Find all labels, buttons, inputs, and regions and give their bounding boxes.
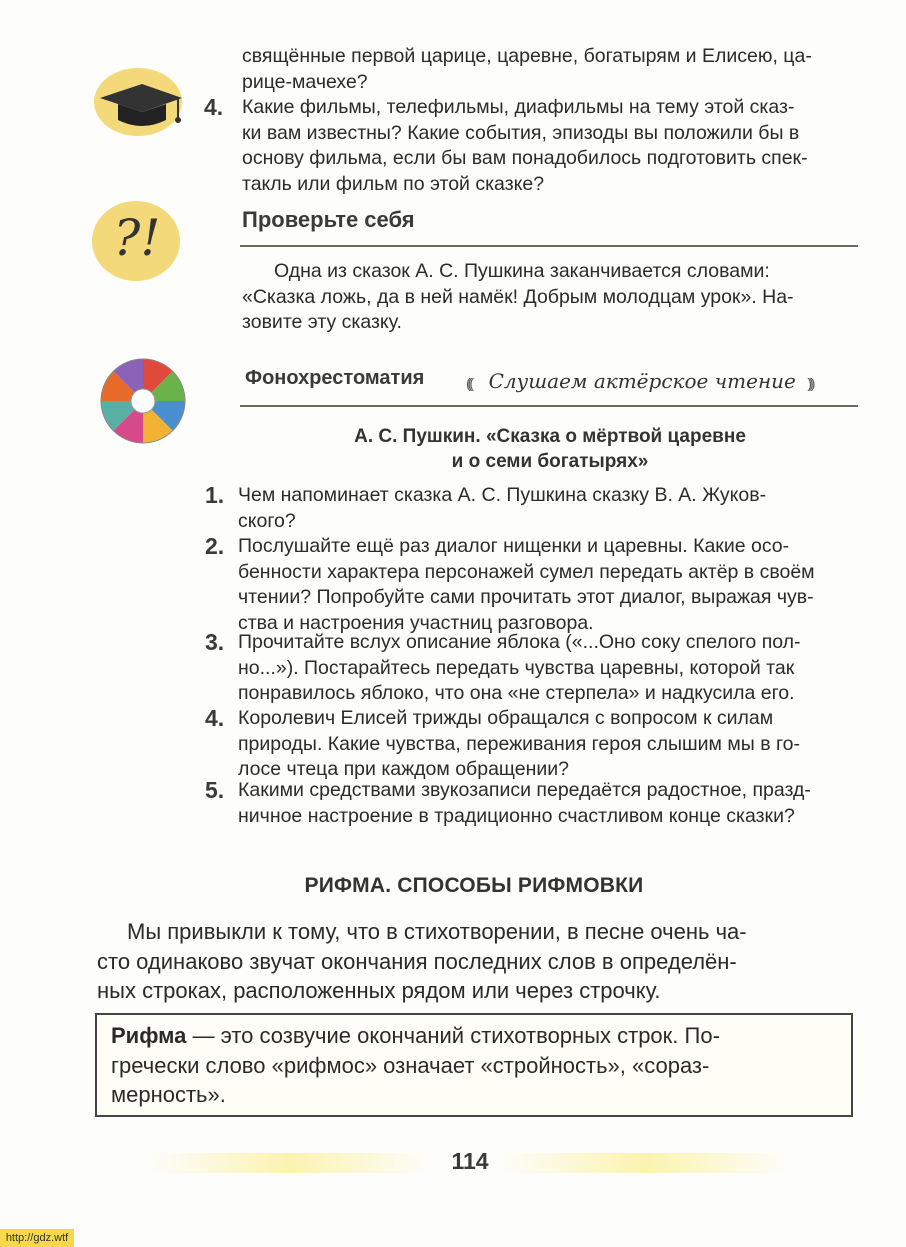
check-yourself-text	[242, 259, 857, 336]
text-line: «Сказка ложь, да в ней намёк! Добрым молодцам урок». На-	[242, 285, 794, 308]
text-line: Одна из сказок А. С. Пушкина заканчивается словами:	[274, 260, 770, 282]
text-line: чтении? Попробуйте сами прочитать этот диалог, выражая чув-	[238, 586, 814, 609]
phono-subtitle-group	[466, 368, 856, 396]
icon-glyph: ?!	[113, 209, 161, 267]
audio-disc-icon	[100, 358, 186, 444]
section-body	[97, 917, 854, 1006]
text-line: ки вам известны? Какие события, эпизоды вы положили бы в	[242, 121, 800, 144]
text-line: и о семи богатырях»	[451, 451, 649, 472]
question-exclamation-icon	[88, 196, 184, 286]
text-line: но...»). Постарайтесь передать чувства царевны, которой так	[238, 656, 795, 679]
sound-waves-left-icon: (((	[466, 375, 471, 391]
text-line: свящённые первой царице, царевне, богатырям и Елисею, ца-	[242, 45, 812, 67]
question-number: 3.	[205, 629, 225, 655]
check-yourself-title: Проверьте себя	[242, 207, 415, 232]
phono-subtitle: Слушаем актёрское чтение	[488, 369, 796, 393]
text-line: ничное настроение в традиционно счастливом конце сказки?	[238, 804, 795, 827]
sound-waves-right-icon: )))	[807, 375, 813, 391]
text-line: ского?	[238, 509, 296, 532]
phono-question-1	[238, 483, 858, 534]
phono-question-5	[238, 778, 858, 829]
work-title	[260, 424, 840, 474]
text-line: такль или фильм по этой сказке?	[242, 172, 545, 195]
text-line: Какие фильмы, телефильмы, диафильмы на тему этой сказ-	[242, 96, 795, 118]
text-line: бенности характера персонажей сумел передать актёр в своём	[238, 560, 815, 583]
text-line: гречески слово «рифмос» означает «стройность», «сораз-	[111, 1052, 710, 1078]
graduation-cap-icon	[92, 60, 188, 140]
phono-title: Фонохрестоматия	[245, 367, 425, 389]
watermark: http://gdz.wtf	[0, 1229, 74, 1247]
question-number: 4.	[205, 705, 225, 731]
text-line: природы. Какие чувства, переживания героя слышим мы в го-	[238, 732, 801, 755]
question-number: 2.	[205, 533, 225, 559]
question-number: 5.	[205, 777, 225, 803]
section-title: РИФМА. СПОСОБЫ РИФМОВКИ	[304, 874, 644, 897]
phono-question-3	[238, 630, 858, 707]
text-line: ства и настроения участниц разговора.	[238, 611, 594, 634]
text-line: сто одинаково звучат окончания последних слов в определён-	[97, 948, 737, 974]
text-line: Чем напоминает сказка А. С. Пушкина сказку В. А. Жуков-	[238, 484, 767, 506]
divider	[240, 405, 858, 407]
question-4-text	[242, 95, 857, 197]
phono-question-4	[238, 706, 858, 783]
definition-text	[111, 1021, 839, 1110]
definition-box	[95, 1013, 853, 1117]
text-line: зовите эту сказку.	[242, 311, 402, 334]
text-line: Послушайте ещё раз диалог нищенки и царевны. Какие осо-	[238, 535, 790, 557]
text-line: мерность».	[111, 1082, 226, 1107]
text-line: А. С. Пушкин. «Сказка о мёртвой царевне	[354, 426, 746, 447]
divider	[240, 245, 858, 247]
question-number: 1.	[205, 482, 225, 508]
continuation-text	[242, 44, 857, 95]
text-line: понравилось яблоко, что она «не стерпела» и надкусила его.	[238, 682, 795, 705]
text-line: Королевич Елисей трижды обращался с вопросом к силам	[238, 707, 774, 729]
text-line: Мы привыкли к тому, что в стихотворении, в песне очень ча-	[127, 919, 747, 944]
definition-line-rest: — это созвучие окончаний стихотворных строк. По-	[186, 1023, 720, 1048]
text-line	[111, 1021, 839, 1051]
footer-band-left	[150, 1153, 430, 1173]
text-line: рице-мачехе?	[242, 70, 368, 93]
text-line: ных строках, расположенных рядом или через строчку.	[97, 978, 661, 1003]
definition-term: Рифма	[111, 1023, 187, 1048]
text-line: основу фильма, если бы вам понадобилось подготовить спек-	[242, 147, 808, 170]
phono-question-2	[238, 534, 858, 636]
footer-band-right	[500, 1153, 790, 1173]
text-line: Прочитайте вслух описание яблока («...Оно соку спелого пол-	[238, 631, 801, 653]
page-number: 114	[451, 1148, 489, 1174]
question-number: 4.	[204, 94, 224, 120]
text-line: Какими средствами звукозаписи передаётся радостное, празд-	[238, 779, 811, 801]
text-line: лосе чтеца при каждом обращении?	[238, 758, 569, 781]
